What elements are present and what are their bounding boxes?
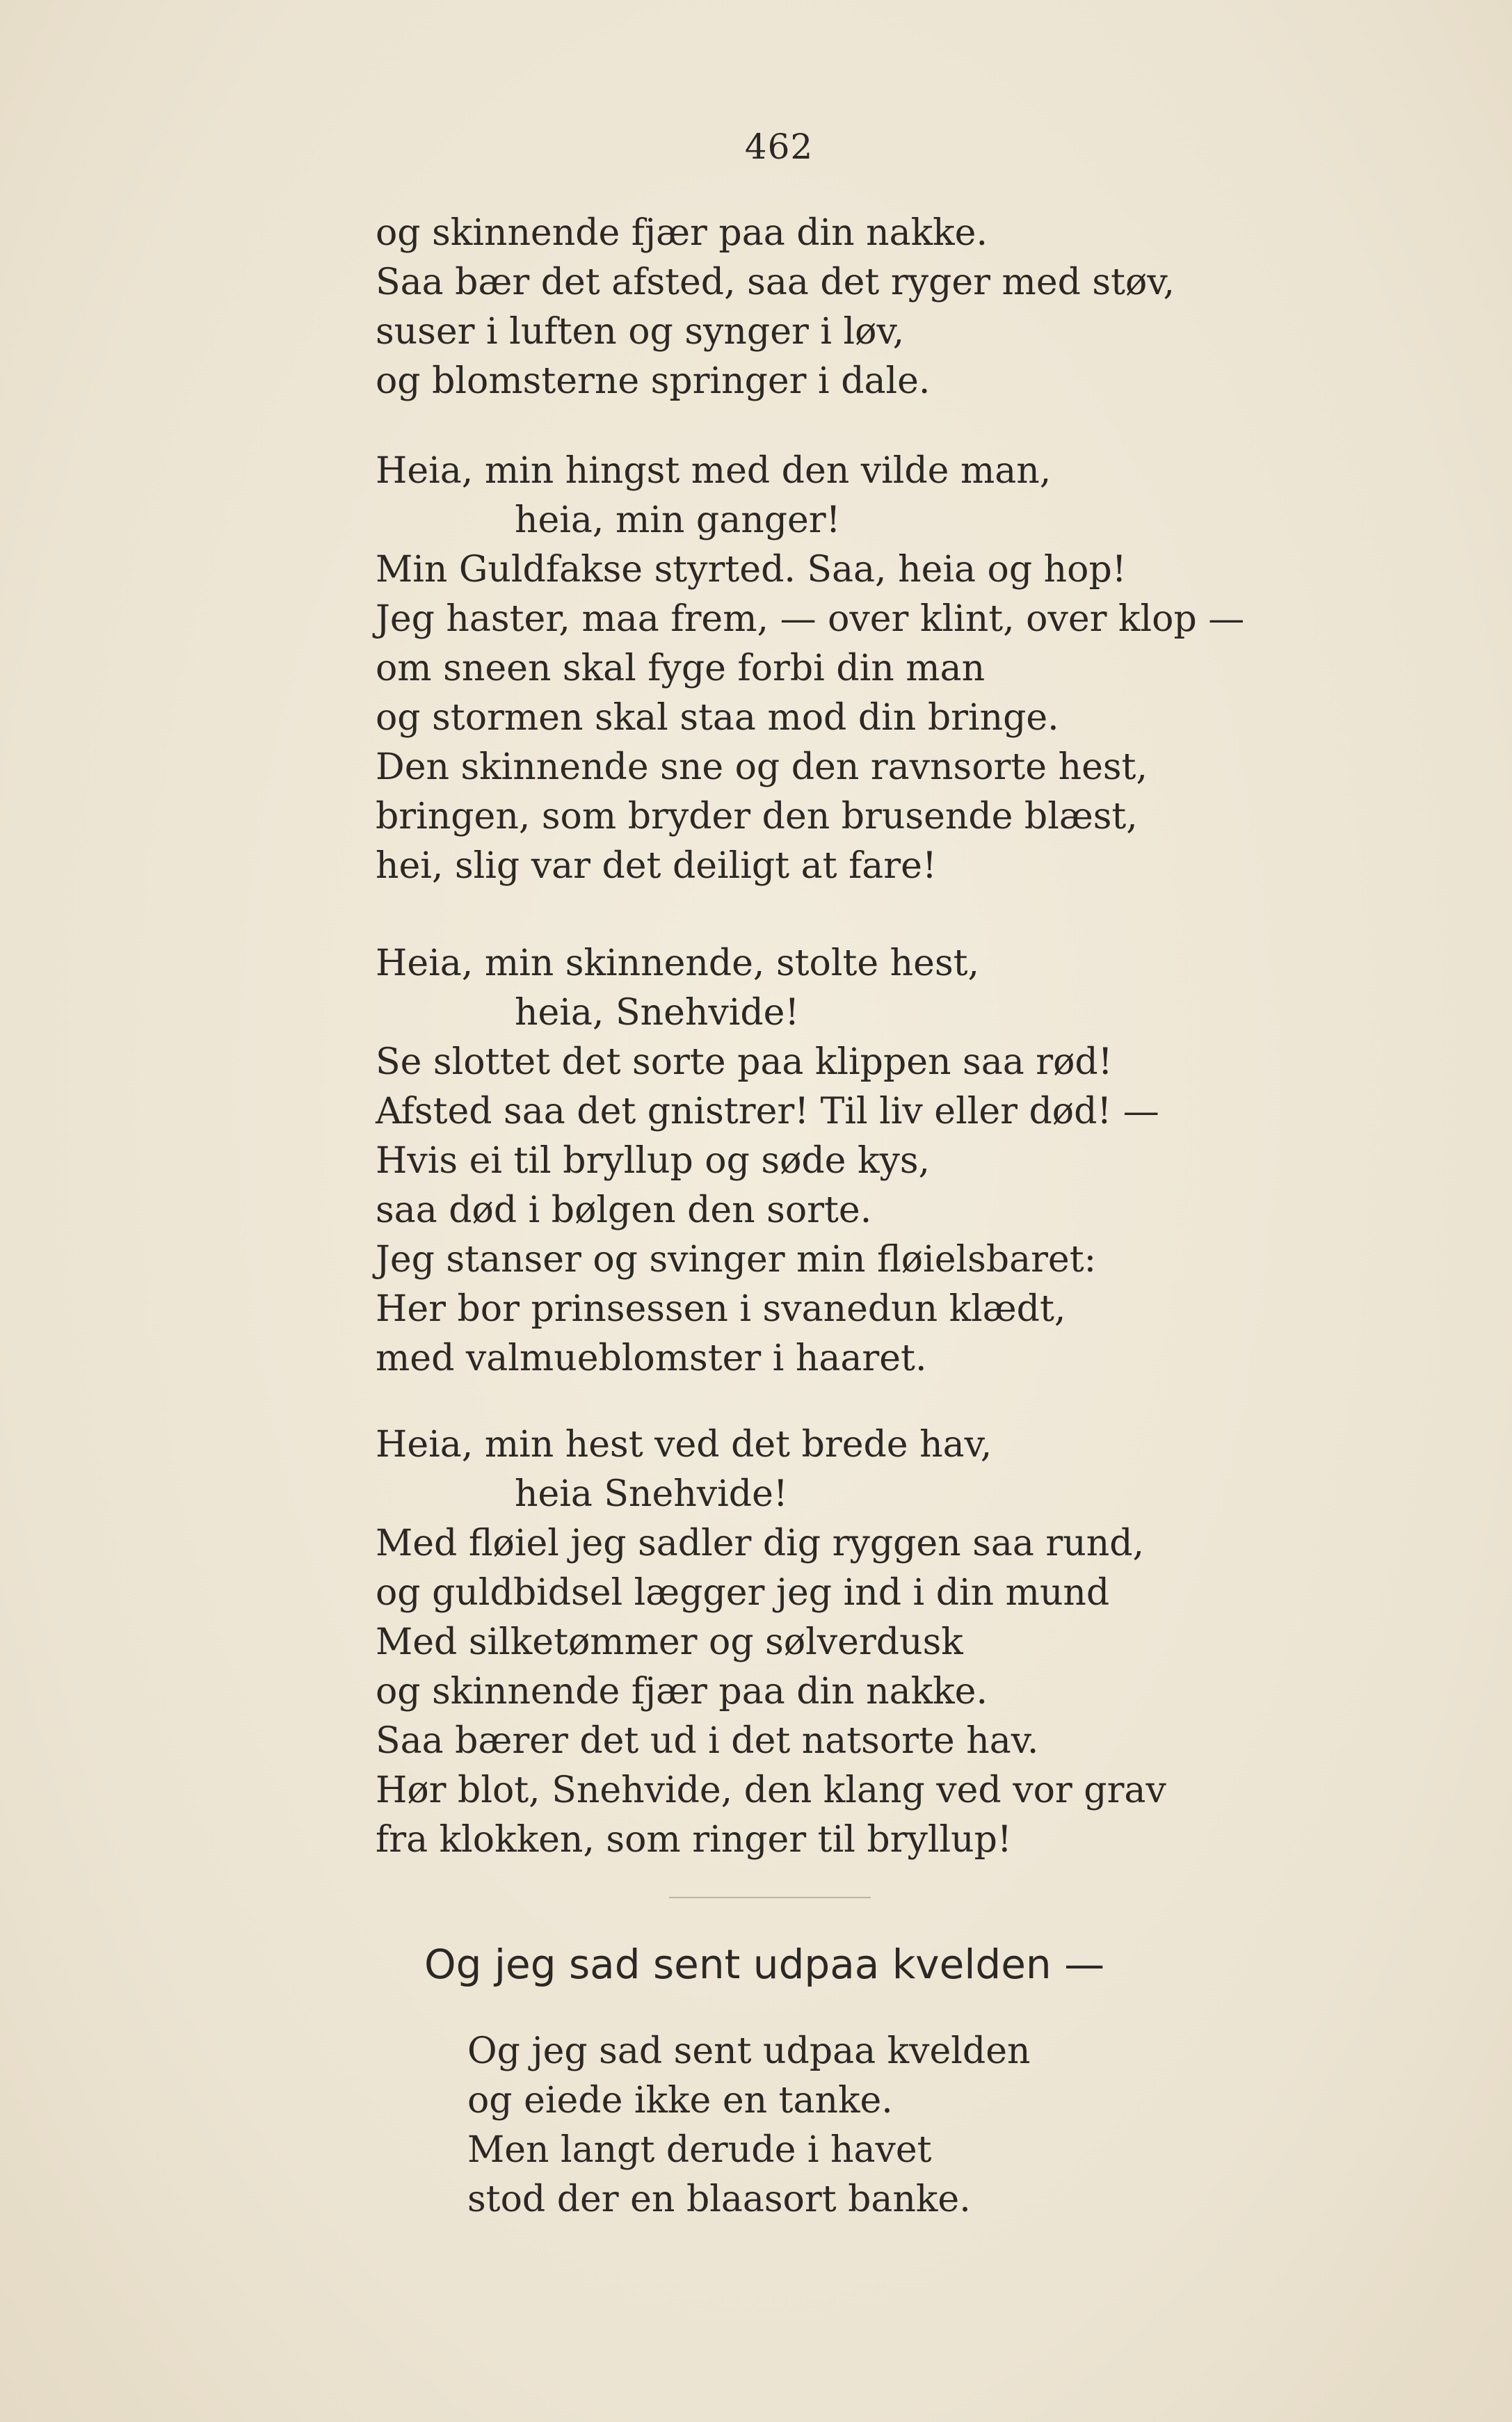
verse-line: Den skinnende sne og den ravnsorte hest,	[376, 746, 1148, 788]
verse-line: fra klokken, som ringer til bryllup!	[376, 1819, 1012, 1861]
verse-line: Heia, min hingst med den vilde man,	[376, 450, 1052, 492]
verse-line: stod der en blaasort banke.	[467, 2179, 971, 2220]
verse-line: hei, slig var det deiligt at fare!	[376, 845, 937, 887]
stanza-second-poem	[467, 2027, 1030, 2224]
verse-line: om sneen skal fyge forbi din man	[376, 648, 986, 689]
verse-line: saa død i bølgen den sorte.	[376, 1189, 872, 1231]
verse-line: Jeg haster, maa frem, — over klint, over klop —	[376, 598, 1245, 640]
verse-line: heia, min ganger!	[515, 499, 841, 541]
stanza-2	[376, 447, 1244, 891]
verse-line: og skinnende fjær paa din nakke.	[376, 1671, 988, 1713]
verse-line: og guldbidsel lægger jeg ind i din mund	[376, 1572, 1110, 1614]
stanza-4	[376, 1420, 1166, 1865]
verse-line: og blomsterne springer i dale.	[376, 360, 931, 402]
verse-line: heia, Snehvide!	[515, 992, 800, 1034]
verse-line: Med fløiel jeg sadler dig ryggen saa rund,	[376, 1523, 1145, 1564]
section-divider	[669, 1897, 871, 1898]
verse-line: Saa bærer det ud i det natsorte hav.	[376, 1720, 1039, 1762]
verse-line: Min Guldfakse styrted. Saa, heia og hop!	[376, 549, 1127, 591]
verse-line: heia Snehvide!	[515, 1473, 788, 1515]
stanza-1	[376, 209, 1175, 406]
verse-line: Se slottet det sorte paa klippen saa rød!	[376, 1041, 1113, 1083]
verse-line: og skinnende fjær paa din nakke.	[376, 212, 988, 254]
verse-line: Her bor prinsessen i svanedun klædt,	[376, 1288, 1066, 1330]
verse-line: Jeg stanser og svinger min fløielsbaret:	[376, 1239, 1097, 1281]
page-number: 462	[744, 127, 814, 167]
verse-line: og stormen skal staa mod din bringe.	[376, 697, 1059, 739]
verse-line: Saa bær det afsted, saa det ryger med støv,	[376, 262, 1175, 303]
verse-line: Heia, min skinnende, stolte hest,	[376, 943, 980, 984]
verse-line: Afsted saa det gnistrer! Til liv eller død! —	[376, 1091, 1159, 1132]
verse-line: bringen, som bryder den brusende blæst,	[376, 796, 1138, 837]
verse-line: og eiede ikke en tanke.	[467, 2080, 893, 2122]
poem-title: Og jeg sad sent udpaa kvelden —	[424, 1941, 1105, 1988]
verse-line: Hvis ei til bryllup og søde kys,	[376, 1140, 931, 1182]
verse-line: Med silketømmer og sølverdusk	[376, 1621, 963, 1663]
verse-line: Heia, min hest ved det brede hav,	[376, 1424, 992, 1466]
verse-line: Hør blot, Snehvide, den klang ved vor grav	[376, 1770, 1166, 1811]
verse-line: med valmueblomster i haaret.	[376, 1338, 927, 1379]
verse-line: Men langt derude i havet	[467, 2129, 932, 2171]
verse-line: suser i luften og synger i løv,	[376, 311, 905, 353]
stanza-3	[376, 939, 1159, 1384]
verse-line: Og jeg sad sent udpaa kvelden	[467, 2030, 1031, 2072]
